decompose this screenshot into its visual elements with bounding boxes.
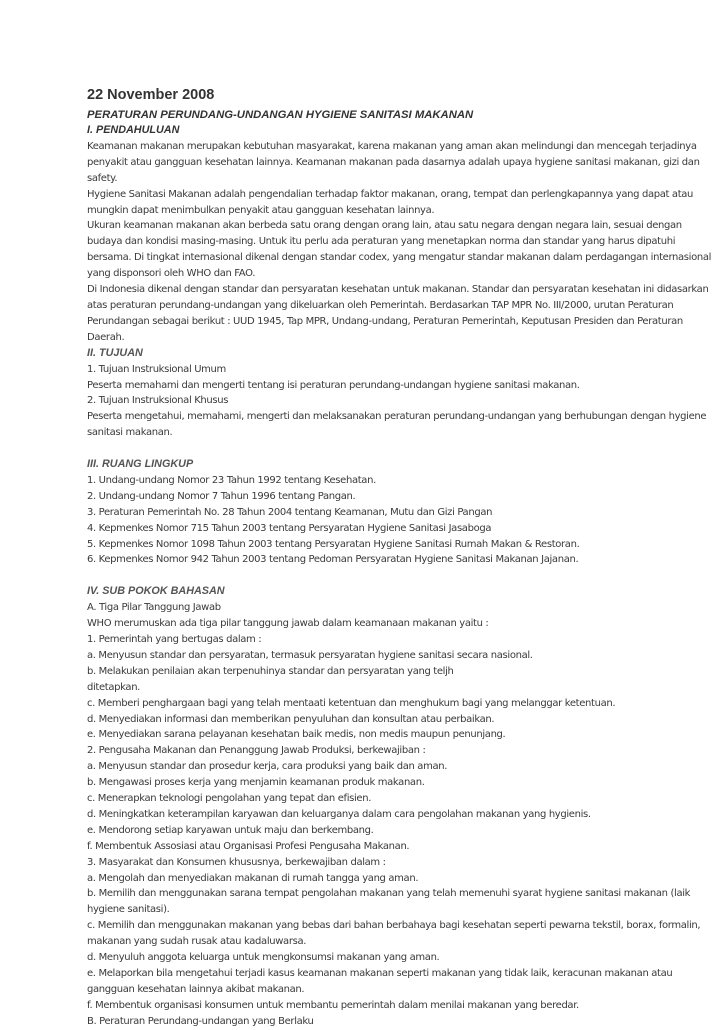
body-text-line: bersama. Di tingkat internasional dikenal dengan standar codex, yang mengatur standar makanan dalam perdagangan internasional (87, 252, 712, 264)
body-text-line: hygiene sanitasi). (87, 904, 170, 916)
body-text-line: 6. Kepmenkes Nomor 942 Tahun 2003 tentang Pedoman Persyaratan Hygiene Sanitasi Makanan Jajanan. (87, 554, 579, 566)
body-text-line: 1. Pemerintah yang bertugas dalam : (87, 633, 262, 645)
body-text-line: 2. Pengusaha Makanan dan Penanggung Jawab Produksi, berkewajiban : (87, 745, 426, 757)
section-heading: I. PENDAHULUAN (87, 124, 180, 136)
body-text-line: d. Meningkatkan keterampilan karyawan dan keluarganya dalam cara pengolahan makanan yang hygienis. (87, 808, 591, 820)
body-text-line: 4. Kepmenkes Nomor 715 Tahun 2003 tentang Persyaratan Hygiene Sanitasi Jasaboga (87, 522, 492, 534)
section-heading: II. TUJUAN (87, 346, 143, 359)
body-text-line: b. Mengawasi proses kerja yang menjamin keamanan produk makanan. (87, 777, 425, 789)
body-text-line: ditetapkan. (87, 681, 141, 693)
body-text-line: 1. Tujuan Instruksional Umum (87, 363, 226, 375)
body-text-line: A. Tiga Pilar Tanggung Jawab (87, 602, 221, 614)
body-text-line: 2. Undang-undang Nomor 7 Tahun 1996 tentang Pangan. (87, 490, 356, 502)
body-text-line: 2. Tujuan Instruksional Khusus (87, 395, 229, 407)
body-text-line: mungkin dapat menimbulkan penyakit atau gangguan kesehatan lainnya. (87, 204, 435, 216)
body-text-line: B. Peraturan Perundang-undangan yang Berlaku (87, 1015, 314, 1027)
body-text-line: Peserta memahami dan mengerti tentang isi peraturan perundang-undangan hygiene sanitasi makanan. (87, 379, 580, 391)
body-text-line: Peserta mengetahui, memahami, mengerti dan melaksanakan peraturan perundang-undangan yang berhubungan dengan hygiene (87, 411, 707, 423)
body-text-line: 5. Kepmenkes Nomor 1098 Tahun 2003 tentang Persyaratan Hygiene Sanitasi Rumah Makan & Restoran. (87, 538, 580, 550)
body-text-line: yang disponsori oleh WHO dan FAO. (87, 268, 256, 280)
body-text-line: f. Membentuk organisasi konsumen untuk membantu pemerintah dalam menilai makanan yang beredar. (87, 999, 579, 1011)
body-text-line: a. Mengolah dan menyediakan makanan di rumah tangga yang aman. (87, 872, 419, 884)
body-text-line: Daerah. (87, 331, 125, 343)
body-text-line: c. Memilih dan menggunakan makanan yang bebas dari bahan berbahaya bagi kesehatan seperti pewarna tekstil, borax, formalin, (87, 920, 701, 932)
body-text-line: f. Membentuk Assosiasi atau Organisasi Profesi Pengusaha Makanan. (87, 840, 410, 852)
body-text-line: 1. Undang-undang Nomor 23 Tahun 1992 tentang Kesehatan. (87, 474, 376, 486)
body-text-line: 3. Masyarakat dan Konsumen khususnya, berkewajiban dalam : (87, 856, 386, 868)
body-text-line: Keamanan makanan merupakan kebutuhan masyarakat, karena makanan yang aman akan melindungi dan mencegah terjadinya (87, 140, 697, 152)
body-text-line: budaya dan kondisi masing-masing. Untuk itu perlu ada peraturan yang menetapkan norma dan standar yang harus dipatuhi (87, 236, 676, 248)
body-text-line: WHO merumuskan ada tiga pilar tanggung jawab dalam keamanaan makanan yaitu : (87, 618, 489, 630)
body-text-line: a. Menyusun standar dan prosedur kerja, cara produksi yang baik dan aman. (87, 761, 448, 773)
body-text-line: atas peraturan perundang-undangan yang dikeluarkan oleh Pemerintah. Berdasarkan TAP MPR No. III/2000, urutan Peraturan (87, 299, 674, 311)
body-text-line: c. Menerapkan teknologi pengolahan yang tepat dan efisien. (87, 793, 372, 805)
body-text-line: Ukuran keamanan makanan akan berbeda satu orang dengan orang lain, atau satu negara dengan negara lain, sesuai dengan (87, 220, 682, 232)
blank-line (87, 441, 668, 457)
body-text-line: d. Menyuluh anggota keluarga untuk mengkonsumsi makanan yang aman. (87, 952, 440, 964)
body-text-line: Perundangan sebagai berikut : UUD 1945, Tap MPR, Undang-undang, Peraturan Pemerintah, Keputusan Presiden dan Peraturan (87, 315, 683, 327)
body-text-line: e. Mendorong setiap karyawan untuk maju dan berkembang. (87, 824, 374, 836)
body-text-line: makanan yang sudah rusak atau kadaluwarsa. (87, 936, 307, 948)
body-text-line: 3. Peraturan Pemerintah No. 28 Tahun 2004 tentang Keamanan, Mutu dan Gizi Pangan (87, 506, 493, 518)
body-text-line: Di Indonesia dikenal dengan standar dan persyaratan kesehatan untuk makanan. Standar dan persyaratan kesehatan ini didasarkan (87, 284, 709, 296)
body-text-line: e. Menyediakan sarana pelayanan kesehatan baik medis, non medis maupun penunjang. (87, 729, 506, 741)
body-text-line: Hygiene Sanitasi Makanan adalah pengendalian terhadap faktor makanan, orang, tempat dan perlengkapannya yang dapat atau (87, 188, 694, 200)
body-text-line: b. Memilih dan menggunakan sarana tempat pengolahan makanan yang telah memenuhi syarat hygiene sanitasi makanan (laik (87, 888, 691, 900)
document-body (87, 123, 712, 1030)
section-heading: IV. SUB POKOK BAHASAN (87, 585, 225, 598)
body-text-line: gangguan kesehatan lainnya akibat makanan. (87, 983, 305, 995)
body-text-line: sanitasi makanan. (87, 427, 173, 439)
body-text-line: penyakit atau gangguan kesehatan lainnya. Keamanan makanan pada dasarnya adalah upaya hygiene sanitasi makanan, gizi dan (87, 156, 700, 168)
body-text-line: a. Menyusun standar dan persyaratan, termasuk persyaratan hygiene sanitasi secara nasional. (87, 649, 533, 661)
body-text-line: e. Melaporkan bila mengetahui terjadi kasus keamanan makanan seperti makanan yang tidak laik, keracunan makanan atau (87, 968, 673, 979)
body-text-line: c. Memberi penghargaan bagi yang telah mentaati ketentuan dan menghukum bagi yang melanggar ketentuan. (87, 697, 616, 709)
body-text-line: safety. (87, 172, 118, 184)
post-title: PERATURAN PERUNDANG-UNDANGAN HYGIENE SANITASI MAKANAN (87, 109, 474, 121)
blank-line (87, 568, 668, 584)
post-date: 22 November 2008 (87, 87, 215, 103)
body-text-line: b. Melakukan penilaian akan terpenuhinya standar dan persyaratan yang teljh (87, 665, 454, 677)
section-heading: III. RUANG LINGKUP (87, 458, 194, 471)
body-text-line: d. Menyediakan informasi dan memberikan penyuluhan dan konsultan atau perbaikan. (87, 713, 495, 725)
